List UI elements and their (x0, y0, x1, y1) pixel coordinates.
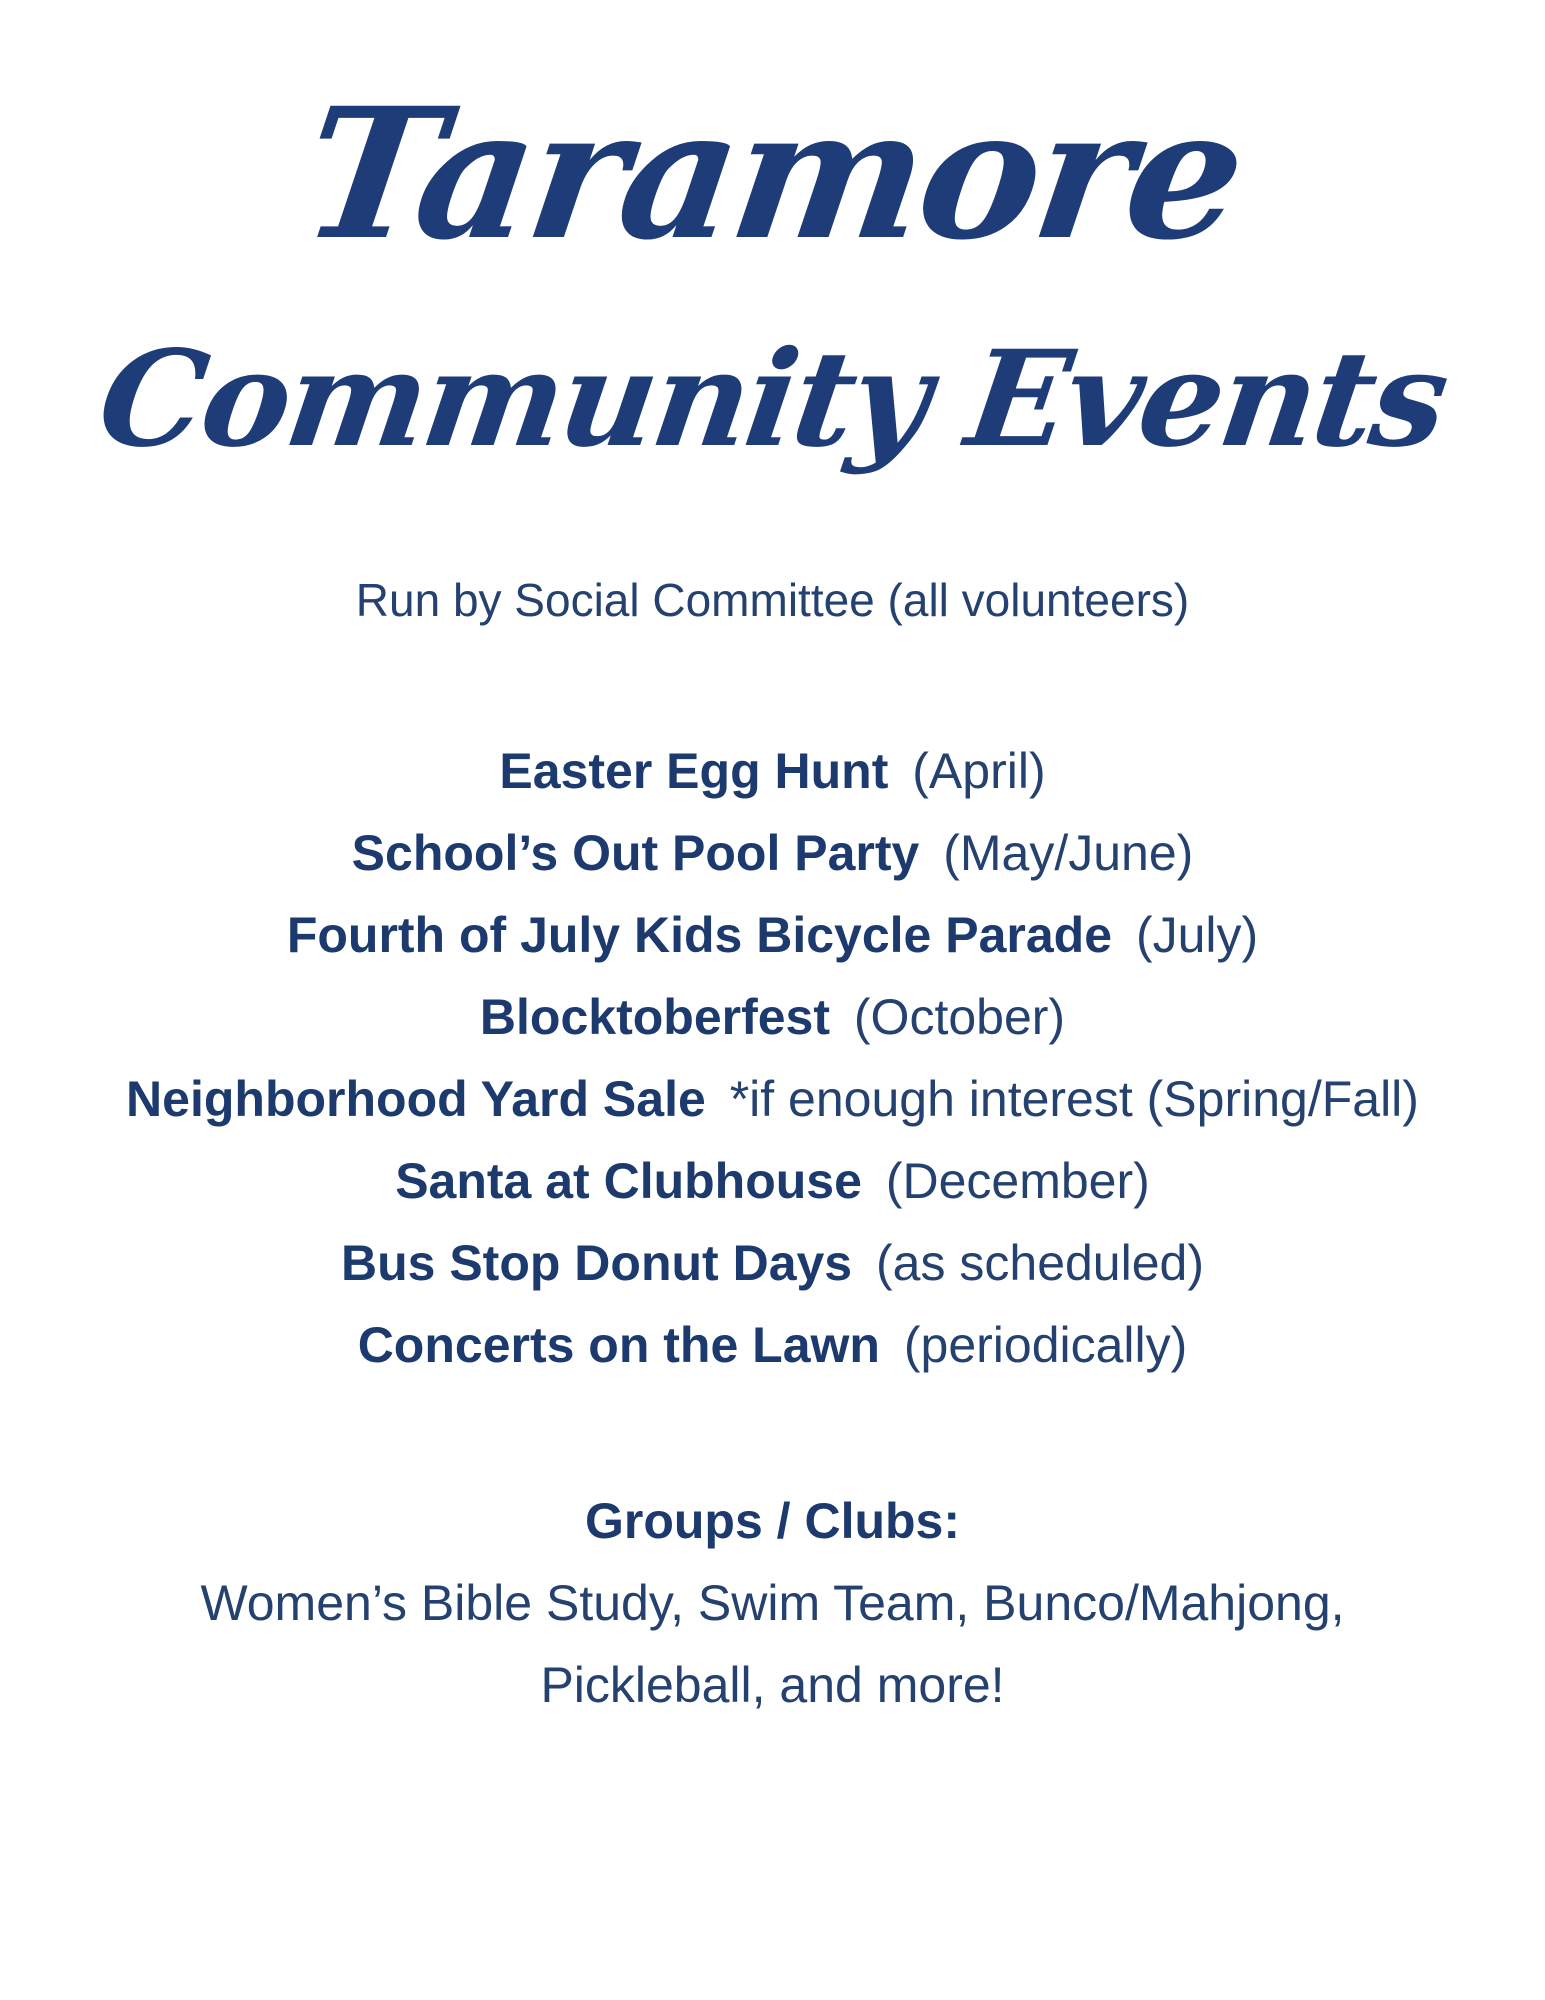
event-line-bus-stop-donut-days (0, 1222, 1545, 1304)
event-line-santa-at-clubhouse (0, 1140, 1545, 1222)
event-name: Concerts on the Lawn (357, 1317, 880, 1373)
groups-line-2: Pickleball, and more! (540, 1657, 1005, 1713)
flyer-title-text: Taramore (291, 69, 1254, 280)
run-by-line: Run by Social Committee (all volunteers) (355, 574, 1190, 626)
event-line-fourth-of-july-bicycle-parade (0, 894, 1545, 976)
event-line-blocktoberfest (0, 976, 1545, 1058)
event-line-concerts-on-the-lawn (0, 1304, 1545, 1386)
flyer-subtitle-script (0, 300, 1545, 500)
event-detail: (October) (853, 989, 1066, 1045)
event-detail: (July) (1135, 907, 1259, 963)
groups-section (0, 1480, 1545, 1726)
event-name: Fourth of July Kids Bicycle Parade (286, 907, 1113, 963)
event-detail: (as scheduled) (876, 1235, 1204, 1291)
groups-heading: Groups / Clubs: (585, 1493, 960, 1549)
event-line-easter-egg-hunt (0, 730, 1545, 812)
event-detail: (periodically) (903, 1317, 1188, 1373)
flyer-title (0, 50, 1545, 300)
event-detail: *if enough interest (Spring/Fall) (729, 1071, 1419, 1127)
flyer-subtitle-script-text: Community Events (90, 322, 1455, 477)
event-detail: (December) (885, 1153, 1150, 1209)
event-name: Easter Egg Hunt (499, 743, 889, 799)
events-list (0, 730, 1545, 1386)
groups-line-1: Women’s Bible Study, Swim Team, Bunco/Mahjong, (200, 1575, 1345, 1631)
event-detail: (May/June) (943, 825, 1194, 881)
event-name: Bus Stop Donut Days (340, 1235, 853, 1291)
event-name: Blocktoberfest (479, 989, 830, 1045)
event-line-neighborhood-yard-sale (0, 1058, 1545, 1140)
event-name: Neighborhood Yard Sale (126, 1071, 706, 1127)
event-name: Santa at Clubhouse (395, 1153, 862, 1209)
event-name: School’s Out Pool Party (351, 825, 920, 881)
event-detail: (April) (912, 743, 1046, 799)
event-line-schools-out-pool-party (0, 812, 1545, 894)
